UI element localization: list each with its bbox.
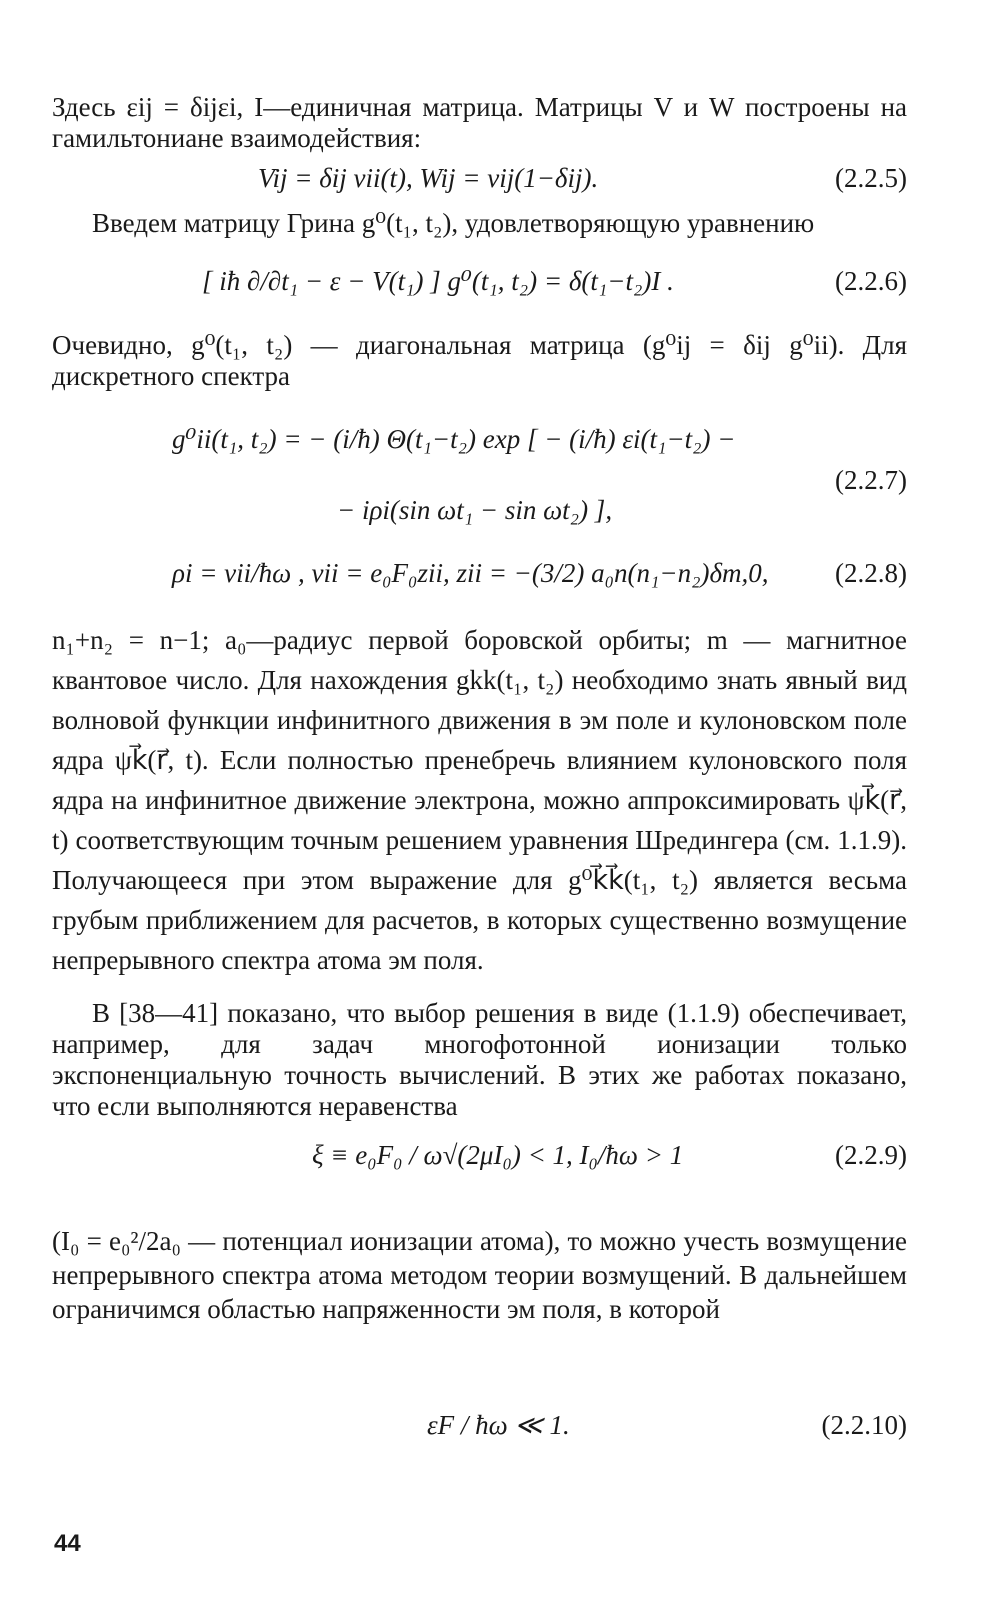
paragraph-quantum-numbers: n₁+n₂ = n−1; a₀—радиус первой боровской орбиты; m — магнитное квантовое число. Для нахождения gkk(t₁, t₂) необходимо знать явный вид волновой функции инфинитного движения в эм поле и кулоновском поле ядра ψk⃗(r⃗, t). Если полностью пренебречь влиянием кулоновского поля ядра на инфинитное движение электрона, можно аппроксимировать ψk⃗(r⃗, t) соответствующим точным решением уравнения Шредингера (см. 1.1.9). Получающееся при этом выражение для g⁰k⃗k⃗(t₁, t₂) является весьма грубым приближением для расчетов, в которых существенно возмущение непрерывного спектра атома эм поля. <box>52 625 907 975</box>
equation-number: (2.2.9) <box>835 1140 907 1170</box>
equation-body: ρi = vii/ħω , vii = e₀F₀zii, zii = −(3/2) a₀n(n₁−n₂)δm,0, <box>172 558 769 588</box>
equation-number: (2.2.7) <box>835 465 907 495</box>
equation-2-2-9 <box>52 1140 907 1174</box>
equation-number: (2.2.5) <box>835 163 907 193</box>
equation-body: ξ ≡ e₀F₀ / ω√(2μI₀) < 1, I₀/ħω > 1 <box>312 1140 684 1170</box>
equation-number: (2.2.10) <box>821 1410 907 1440</box>
equation-number: (2.2.8) <box>835 558 907 588</box>
equation-body: − iρi(sin ωt₁ − sin ωt₂) ], <box>337 495 613 525</box>
equation-2-2-8 <box>52 558 907 592</box>
equation-2-2-6 <box>52 266 907 300</box>
paragraph-diagonal: Очевидно, g⁰(t₁, t₂) — диагональная матрица (g⁰ij = δij g⁰ii). Для дискретного спектра <box>52 330 907 391</box>
equation-2-2-10 <box>52 1410 907 1444</box>
paragraph-references: В [38—41] показано, что выбор решения в виде (1.1.9) обеспечивает, например, для задач многофотонной ионизации только экспоненциальную точность вычислений. В этих же работах показано, что если выполняются неравенства <box>52 998 907 1121</box>
paragraph-intro: Здесь εij = δijεi, I—единичная матрица. Матрицы V и W построены на гамильтониане взаимодействия: <box>52 92 907 153</box>
equation-body: Vij = δij vii(t), Wij = vij(1−δij). <box>258 163 599 193</box>
equation-body: εF / ħω ≪ 1. <box>427 1410 570 1440</box>
equation-body: [ iħ ∂/∂t₁ − ε − V(t₁) ] g⁰(t₁, t₂) = δ(t₁−t₂)I . <box>202 266 674 296</box>
equation-number: (2.2.6) <box>835 266 907 296</box>
paragraph-ionization: (I₀ = e₀²/2a₀ — потенциал ионизации атома), то можно учесть возмущение непрерывного спектра атома методом теории возмущений. В дальнейшем ограничимся областью напряженности эм поля, в которой <box>52 1226 907 1324</box>
equation-body: g⁰ii(t₁, t₂) = − (i/ħ) Θ(t₁−t₂) exp [ − (i/ħ) εi(t₁−t₂) − <box>172 424 736 454</box>
equation-2-2-7-line1 <box>52 424 907 458</box>
equation-2-2-7-line2 <box>52 495 907 529</box>
paragraph-green-function: Введем матрицу Грина g⁰(t₁, t₂), удовлетворяющую уравнению <box>92 208 815 238</box>
page-number: 44 <box>54 1530 81 1557</box>
equation-2-2-5 <box>52 163 907 197</box>
equation-2-2-7-number <box>52 465 907 499</box>
